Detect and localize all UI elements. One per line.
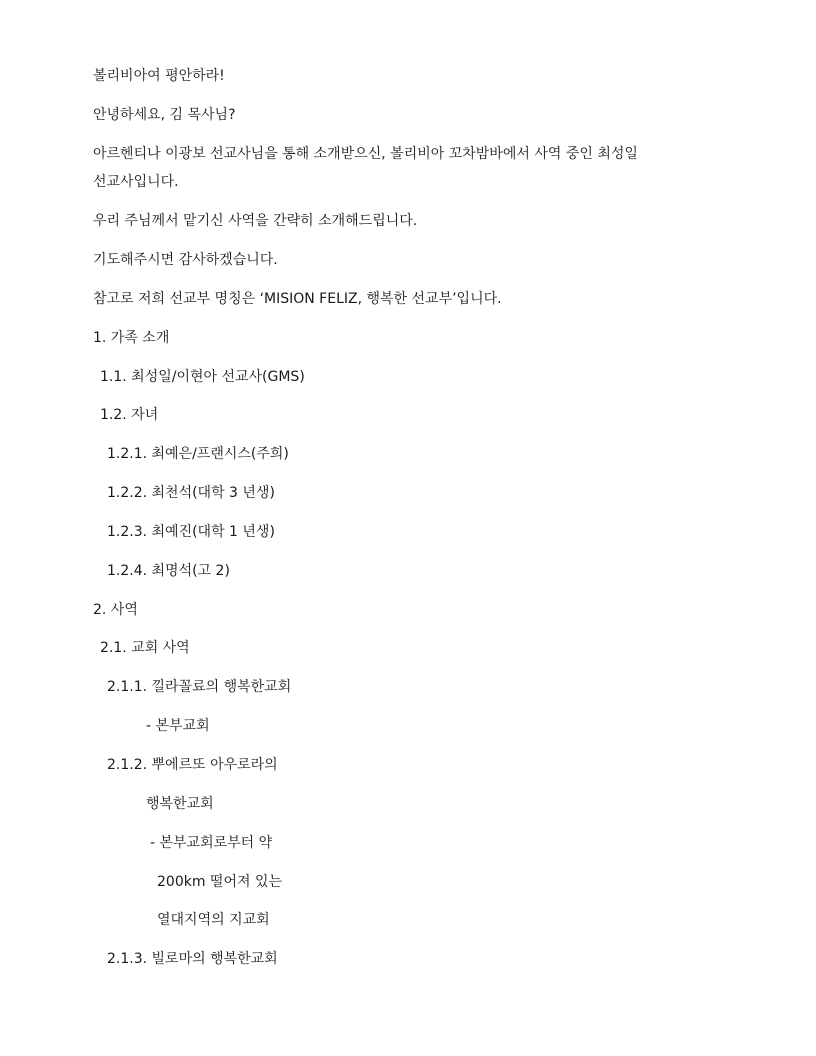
- child-item: 1.2.2. 최천석(대학 3 년생): [107, 485, 275, 501]
- church-item: 2.1.3. 빌로마의 행복한교회: [107, 951, 278, 967]
- item-missionaries: 1.1. 최성일/이현아 선교사(GMS): [100, 369, 305, 385]
- child-item: 1.2.1. 최예은/프랜시스(주희): [107, 446, 289, 462]
- ministry-intro: 우리 주님께서 맡기신 사역을 간략히 소개해드립니다.: [93, 213, 418, 229]
- church-note: - 본부교회로부터 약: [150, 835, 273, 851]
- item-children: 1.2. 자녀: [100, 407, 159, 423]
- child-item: 1.2.4. 최명석(고 2): [107, 563, 230, 579]
- intro-line-2: 선교사입니다.: [93, 174, 179, 190]
- prayer-request: 기도해주시면 감사하겠습니다.: [93, 252, 278, 268]
- church-note: 열대지역의 지교회: [157, 912, 270, 928]
- heading-ministry: 2. 사역: [93, 602, 138, 618]
- salutation: 안녕하세요, 김 목사님?: [93, 107, 236, 123]
- church-item: 2.1.1. 낄라꼴료의 행복한교회: [107, 679, 292, 695]
- church-item: 2.1.2. 뿌에르또 아우로라의: [107, 757, 278, 773]
- greeting: 볼리비아여 평안하라!: [93, 68, 225, 84]
- church-note: 200km 떨어져 있는: [157, 874, 282, 890]
- church-item-continued: 행복한교회: [146, 796, 214, 812]
- item-church-ministry: 2.1. 교회 사역: [100, 640, 190, 656]
- heading-family: 1. 가족 소개: [93, 330, 170, 346]
- child-item: 1.2.3. 최예진(대학 1 년생): [107, 524, 275, 540]
- church-note: - 본부교회: [146, 718, 210, 734]
- mission-name: 참고로 저희 선교부 명칭은 ‘MISION FELIZ, 행복한 선교부’입니다.: [93, 291, 502, 307]
- intro-line-1: 아르헨티나 이광보 선교사님을 통해 소개받으신, 볼리비아 꼬차밤바에서 사역 중인 최성일: [93, 146, 638, 162]
